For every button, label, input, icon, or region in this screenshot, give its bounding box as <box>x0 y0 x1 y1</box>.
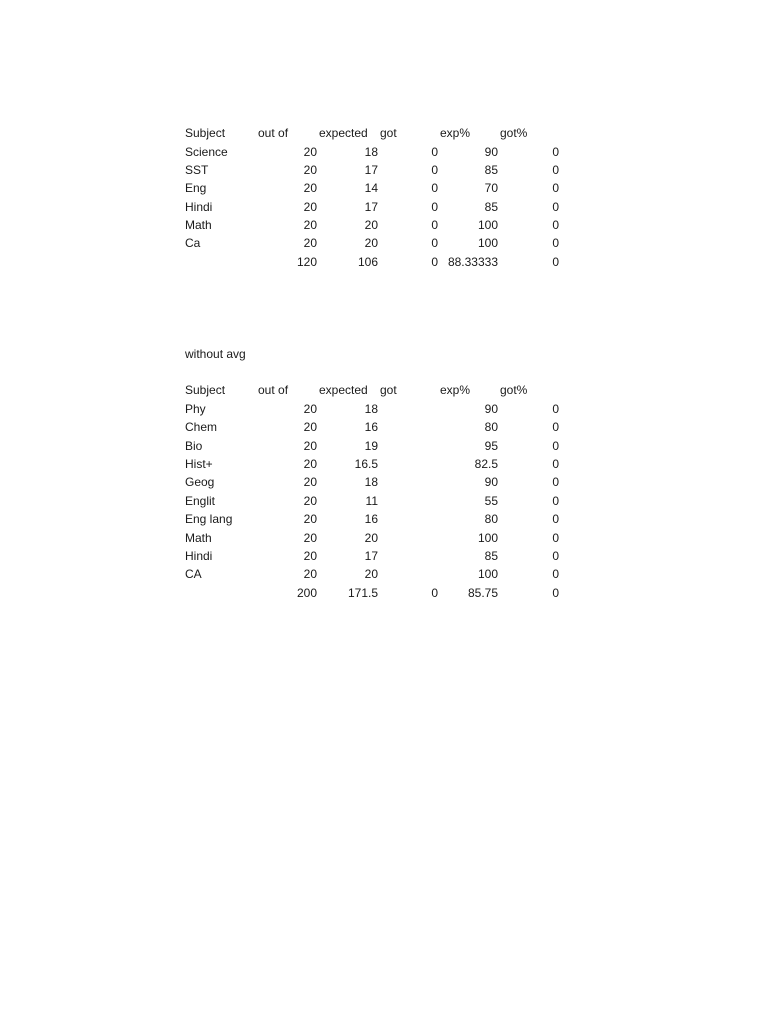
without-avg-note: without avg <box>185 347 246 361</box>
cell-got: 0 <box>431 163 438 177</box>
cell-expected: 16 <box>364 512 378 526</box>
total-got-percent: 0 <box>552 255 559 269</box>
cell-expected: 17 <box>364 163 378 177</box>
cell-exp-percent: 90 <box>484 475 498 489</box>
table-row <box>0 510 768 528</box>
cell-out-of: 20 <box>303 475 317 489</box>
cell-subject: Math <box>185 531 212 545</box>
cell-expected: 14 <box>364 181 378 195</box>
header-exp-percent: exp% <box>440 383 471 397</box>
table-1-header-row <box>0 124 768 142</box>
header-out-of: out of <box>258 383 289 397</box>
cell-got-percent: 0 <box>552 181 559 195</box>
cell-expected: 11 <box>365 494 378 508</box>
total-exp-percent: 88.33333 <box>447 255 498 269</box>
table-1-total-row <box>0 253 768 271</box>
cell-subject: Hindi <box>185 549 213 563</box>
table-row <box>0 547 768 565</box>
cell-subject: SST <box>185 163 209 177</box>
header-got-percent: got% <box>500 126 528 140</box>
table-row <box>0 216 768 234</box>
header-expected: expected <box>319 126 368 140</box>
cell-out-of: 20 <box>303 402 317 416</box>
cell-exp-percent: 90 <box>484 145 498 159</box>
cell-expected: 20 <box>364 236 378 250</box>
cell-got-percent: 0 <box>552 163 559 177</box>
cell-got-percent: 0 <box>552 512 559 526</box>
cell-exp-percent: 55 <box>484 494 498 508</box>
cell-subject: Eng <box>185 181 207 195</box>
cell-got-percent: 0 <box>552 457 559 471</box>
table-row <box>0 418 768 436</box>
table-row <box>0 234 768 252</box>
cell-expected: 16 <box>364 420 378 434</box>
cell-subject: Geog <box>185 475 215 489</box>
table-row <box>0 161 768 179</box>
cell-got-percent: 0 <box>552 439 559 453</box>
cell-out-of: 20 <box>303 236 317 250</box>
cell-got-percent: 0 <box>552 420 559 434</box>
cell-exp-percent: 100 <box>477 218 498 232</box>
cell-out-of: 20 <box>303 549 317 563</box>
cell-got-percent: 0 <box>552 567 559 581</box>
cell-exp-percent: 85 <box>484 549 498 563</box>
total-out-of: 200 <box>296 586 317 600</box>
cell-subject: Hindi <box>185 200 213 214</box>
cell-out-of: 20 <box>303 420 317 434</box>
cell-got-percent: 0 <box>552 531 559 545</box>
table-2-total-row <box>0 584 768 602</box>
cell-out-of: 20 <box>303 494 317 508</box>
table-2-header-row <box>0 381 768 399</box>
total-got-percent: 0 <box>552 586 559 600</box>
cell-subject: Science <box>185 145 228 159</box>
cell-expected: 16.5 <box>354 457 378 471</box>
cell-out-of: 20 <box>303 218 317 232</box>
header-got: got <box>380 383 397 397</box>
cell-out-of: 20 <box>303 531 317 545</box>
cell-exp-percent: 100 <box>477 236 498 250</box>
cell-subject: Ca <box>185 236 201 250</box>
cell-got: 0 <box>431 236 438 250</box>
cell-got-percent: 0 <box>552 494 559 508</box>
table-row <box>0 529 768 547</box>
cell-out-of: 20 <box>303 163 317 177</box>
cell-subject: Chem <box>185 420 218 434</box>
cell-exp-percent: 80 <box>484 512 498 526</box>
cell-out-of: 20 <box>303 200 317 214</box>
cell-subject: CA <box>185 567 202 581</box>
cell-out-of: 20 <box>303 567 317 581</box>
cell-expected: 18 <box>364 145 378 159</box>
cell-expected: 18 <box>364 475 378 489</box>
cell-got-percent: 0 <box>552 475 559 489</box>
cell-got: 0 <box>431 218 438 232</box>
cell-expected: 17 <box>364 200 378 214</box>
cell-subject: Eng lang <box>185 512 233 526</box>
cell-got: 0 <box>431 181 438 195</box>
cell-exp-percent: 80 <box>484 420 498 434</box>
cell-got-percent: 0 <box>552 549 559 563</box>
cell-exp-percent: 95 <box>484 439 498 453</box>
cell-out-of: 20 <box>303 512 317 526</box>
table-row <box>0 400 768 418</box>
cell-subject: Bio <box>185 439 203 453</box>
header-subject: Subject <box>185 383 226 397</box>
total-out-of: 120 <box>296 255 317 269</box>
cell-got-percent: 0 <box>552 402 559 416</box>
total-got: 0 <box>431 586 438 600</box>
cell-exp-percent: 70 <box>484 181 498 195</box>
cell-subject: Math <box>185 218 212 232</box>
cell-exp-percent: 85 <box>484 163 498 177</box>
table-row <box>0 179 768 197</box>
cell-subject: Phy <box>185 402 206 416</box>
cell-got: 0 <box>431 200 438 214</box>
cell-subject: Hist+ <box>185 457 213 471</box>
cell-expected: 19 <box>364 439 378 453</box>
cell-got-percent: 0 <box>552 218 559 232</box>
header-got: got <box>380 126 397 140</box>
header-expected: expected <box>319 383 368 397</box>
header-got-percent: got% <box>500 383 528 397</box>
cell-expected: 20 <box>364 218 378 232</box>
cell-out-of: 20 <box>303 145 317 159</box>
header-out-of: out of <box>258 126 289 140</box>
cell-got-percent: 0 <box>552 200 559 214</box>
total-expected: 171.5 <box>347 586 378 600</box>
cell-expected: 17 <box>364 549 378 563</box>
cell-out-of: 20 <box>303 457 317 471</box>
cell-exp-percent: 90 <box>484 402 498 416</box>
total-got: 0 <box>431 255 438 269</box>
cell-expected: 20 <box>364 531 378 545</box>
table-row <box>0 492 768 510</box>
cell-got: 0 <box>431 145 438 159</box>
cell-expected: 20 <box>364 567 378 581</box>
total-expected: 106 <box>357 255 378 269</box>
header-exp-percent: exp% <box>440 126 471 140</box>
cell-got-percent: 0 <box>552 236 559 250</box>
table-row <box>0 565 768 583</box>
cell-exp-percent: 82.5 <box>474 457 498 471</box>
total-exp-percent: 85.75 <box>467 586 498 600</box>
table-row <box>0 437 768 455</box>
table-row <box>0 473 768 491</box>
cell-exp-percent: 100 <box>477 531 498 545</box>
table-row <box>0 455 768 473</box>
cell-out-of: 20 <box>303 439 317 453</box>
cell-expected: 18 <box>364 402 378 416</box>
cell-exp-percent: 100 <box>477 567 498 581</box>
cell-out-of: 20 <box>303 181 317 195</box>
cell-got-percent: 0 <box>552 145 559 159</box>
table-row <box>0 198 768 216</box>
header-subject: Subject <box>185 126 226 140</box>
cell-subject: Englit <box>185 494 216 508</box>
cell-exp-percent: 85 <box>484 200 498 214</box>
table-row <box>0 143 768 161</box>
